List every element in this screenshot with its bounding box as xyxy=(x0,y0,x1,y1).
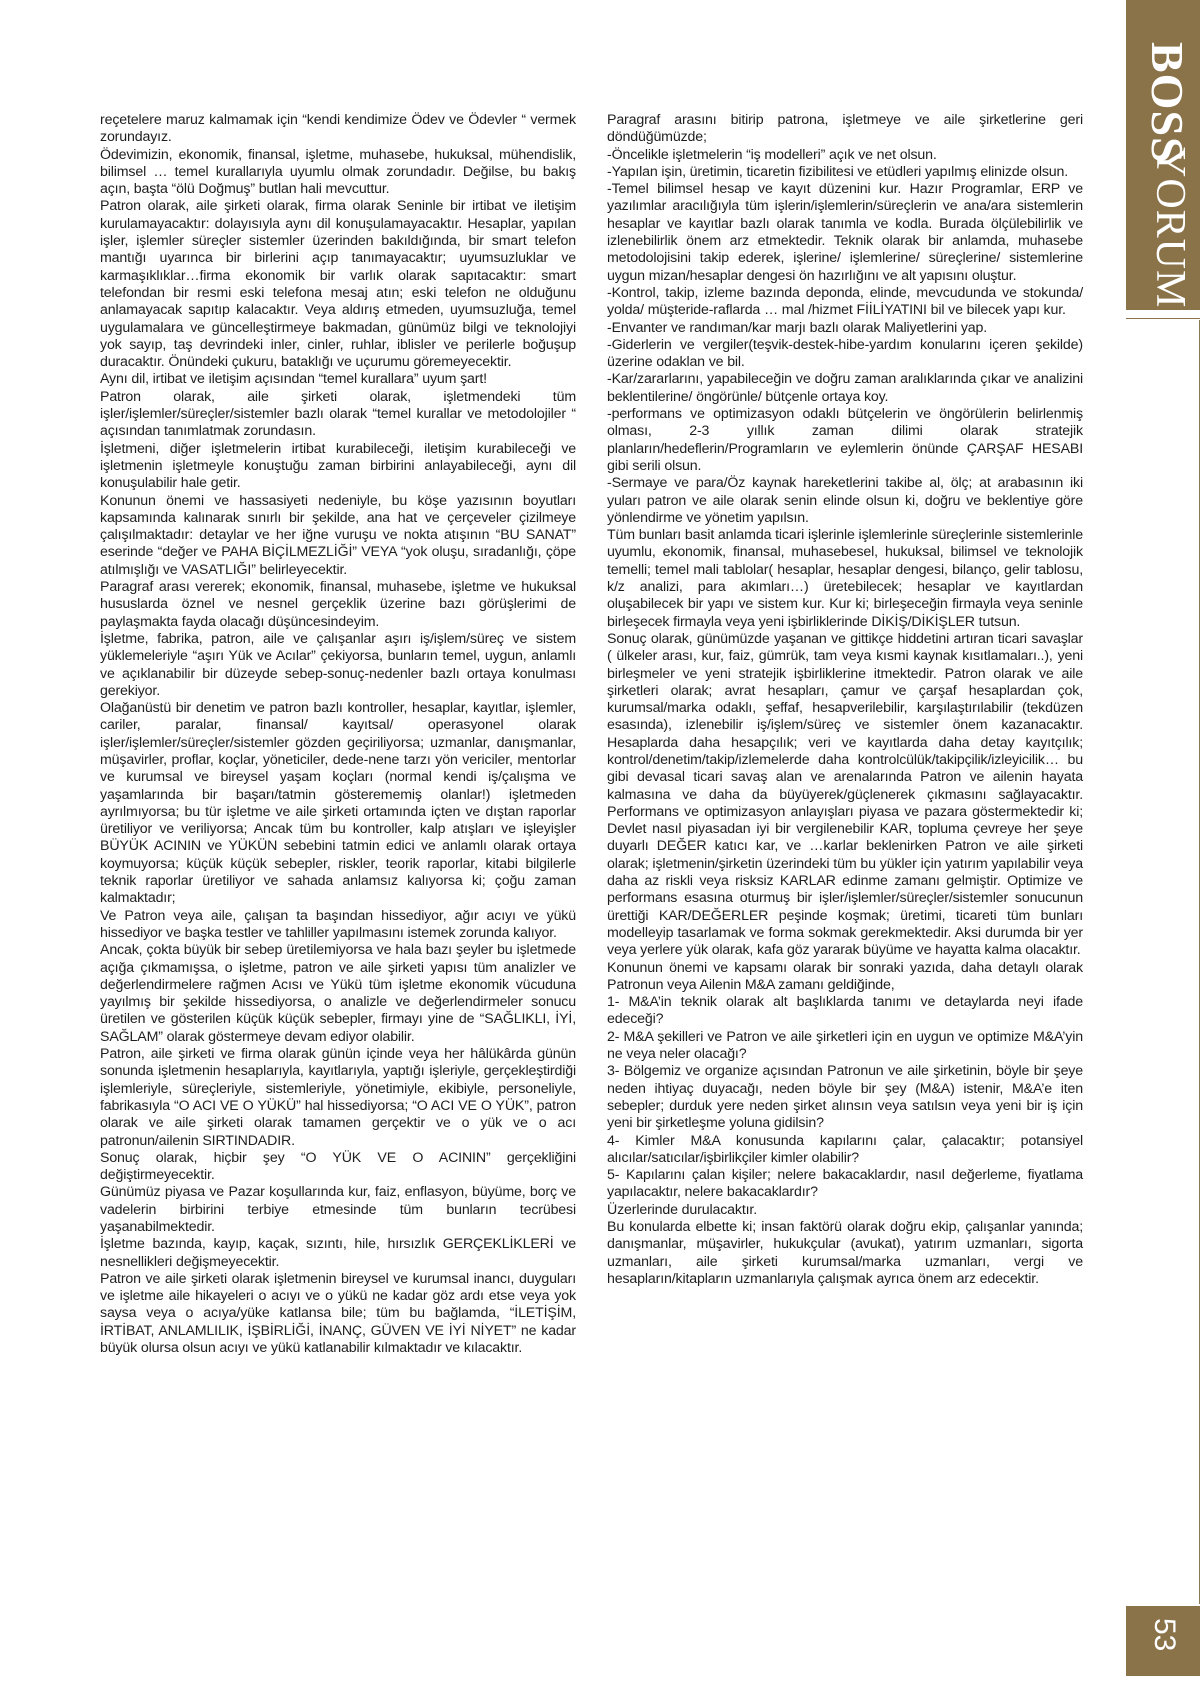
paragraph: -performans ve optimizasyon odaklı bütçelerin ve öngörülerin belirlenmiş olması, 2-3 yıllık zaman dilimi olarak stratejik planların/hedeflerin/Programların ve eylemlerin önünde ÇARŞAF HESABI gibi serili olsun. xyxy=(607,406,1083,474)
page-number-box xyxy=(1126,1606,1200,1676)
paragraph: Ancak, çokta büyük bir sebep üretilemiyorsa ve hala bazı şeyler bu işletmede açığa çıkmamışsa, o işletme, patron ve aile şirketi yapısı tüm analizler ve değerlendirmelere rağmen Acısı ve Yükü tüm işletme ekonomik vücuduna yayılmış bir şekilde hissediyorsa, o analizle ve değerlendirmeler sonucu üretilen ve gösterilen küçük küçük sebepler, firmayı yine de “SAĞLIKLI, İYİ, SAĞLAM” olarak göstermeye devam ediyor olabilir. xyxy=(100,942,576,1045)
paragraph: -Kontrol, takip, izleme bazında deponda, elinde, mevcudunda ve stokunda/ yolda/ müşteride-raflarda … mal /hizmet FİİLİYATINI bil ve bilecek yapı kur. xyxy=(607,284,1083,319)
brand-text-area xyxy=(1126,0,1200,310)
paragraph: Ödevimizin, ekonomik, finansal, işletme, muhasebe, hukuksal, mühendislik, bilimsel … temel kurallarıyla uyumlu olmak zorundadır. Değilse, bu bakış açın, başta “ölü Doğmuş” butlan hali mevcuttur. xyxy=(100,146,576,198)
paragraph: 3- Bölgemiz ve organize açısından Patronun ve aile şirketinin, böyle bir şeye neden ihtiyaç duyacağı, neden böyle bir şey (M&A) istenir, M&A’e iten sebepler; durduk yere neden şirket alınsın veya satılsın veya yeni bir iş için yeni bir şirketleşme yoluna gidilsin? xyxy=(607,1063,1083,1132)
paragraph: Paragraf arası vererek; ekonomik, finansal, muhasebe, işletme ve hukuksal hususlarda öznel ve nesnel gerçeklik üzerine bazı görüşlerimi de paylaşmakta fayda olacağı düşüncesindeyim. xyxy=(100,579,576,630)
magazine-logo: BOSS xyxy=(1142,42,1193,164)
paragraph: 4- Kimler M&A konusunda kapılarını çalar, çalacaktır; potansiyel alıcılar/satıcılar/işbirlikçiler kimler olabilir? xyxy=(607,1132,1083,1166)
paragraph: İşletme, fabrika, patron, aile ve çalışanlar aşırı iş/işlem/süreç ve sistem yüklemeleriyle “aşırı Yük ve Acılar” çekiyorsa, bunların temel, uygun, anlamlı ve açıklanabilir bir düzeyde sebep-sonuç-nedenler bazlı ortaya konulması gerekiyor. xyxy=(100,630,576,699)
paragraph: -Giderlerin ve vergiler(teşvik-destek-hibe-yardım konularını içeren şekilde) üzerine odaklan ve bil. xyxy=(607,336,1083,371)
paragraph: Paragraf arasını bitirip patrona, işletmeye ve aile şirketlerine geri döndüğümüzde; xyxy=(607,112,1083,146)
paragraph: Bu konularda elbette ki; insan faktörü olarak doğru ekip, çalışanlar yanında; danışmanlar, müşavirler, hukukçular (avukat), yatırım uzmanları, sigorta uzmanları, aile şirketi kurumsal/marka uzmanları, vergi ve hesapların/kitapların uzmanlarıyla çalışmak ayrıca önem arz edecektir. xyxy=(607,1219,1083,1287)
paragraph: reçetelere maruz kalmamak için “kendi kendimize Ödev ve Ödevler “ vermek zorundayız. xyxy=(100,112,576,146)
paragraph: Ve Patron veya aile, çalışan ta başından hissediyor, ağır acıyı ve yükü hissediyor ve başka testler ve tahliller yapılmasını istemek zorunda kalıyor. xyxy=(100,907,576,941)
paragraph: 2- M&A şekilleri ve Patron ve aile şirketleri için en uygun ve optimize M&A’yin ne veya neler olacağı? xyxy=(607,1028,1083,1063)
right-text-column xyxy=(607,112,1083,1288)
paragraph: Olağanüstü bir denetim ve patron bazlı kontroller, hesaplar, kayıtlar, işlemler, cariler, paralar, finansal/ kayıtsal/ operasyonel olarak işler/işlemler/süreçler/sistemler gözden geçiriliyorsa; uzmanlar, danışmanlar, müşavirler, proflar, koçlar, yöneticiler, dede-nene tarzı yön vericiler, mentorlar ve kurumsal ve bireysel yaşam koçları (normal kendi iş/çalışma ve yaşamlarında bir başarı/tatmin gösterememiş olanlar!) işletmeden ayrılmıyorsa; bu tür işletme ve aile şirketi ortamında içten ve dıştan raporlar üretiliyor ve veriliyorsa; Ancak tüm bu kontroller, kalp atışları ve işleyişler BÜYÜK ACININ ve YÜKÜN sebebini tatmin edici ve anlamlı olarak ortaya koymuyorsa; küçük küçük sebepler, riskler, teorik raporlar, kitabi bilgilerle teknik raporlar üretiliyor ve sahada anlamsız kalıyorsa ki; çoğu zaman kalmaktadır; xyxy=(100,700,576,907)
paragraph: Patron olarak, aile şirketi olarak, işletmendeki tüm işler/işlemler/süreçler/sistemler bazlı olarak “temel kurallar ve metodolojiler “ açısından tanımlatmak zorundasın. xyxy=(100,388,576,440)
paragraph: Konunun önemi ve hassasiyeti nedeniyle, bu köşe yazısının boyutları kapsamında kalınarak sınırlı bir şekilde, ana hat ve çerçeveler çizilmeye çalışılmaktadır: detaylar ve her iğne vuruşu ve nokta atışının “BU SANAT” eserinde “değer ve PAHA BİÇİLMEZLİĞİ” VEYA “yok oluşu, sıradanlığı, çöpe atılmışlığı ve VASATLIĞI” belirleyecektir. xyxy=(100,492,576,578)
paragraph: 1- M&A’in teknik olarak alt başlıklarda tanımı ve detaylarda neyi ifade edeceği? xyxy=(607,994,1083,1028)
paragraph: İşletmeni, diğer işletmelerin irtibat kurabileceği, iletişim kurabileceği ve işletmenin işletmeyle konuştuğu zaman birbirini anlayabileceği, aynı dil konuşulabilir hale getir. xyxy=(100,440,576,492)
paragraph: Konunun önemi ve kapsamı olarak bir sonraki yazıda, daha detaylı olarak Patronun veya Ailenin M&A zamanı geldiğinde, xyxy=(607,959,1083,993)
paragraph: -Kar/zararlarını, yapabileceğin ve doğru zaman aralıklarında çıkar ve analizini beklentilerine/ öngörünle/ bütçenle ortaya koy. xyxy=(607,371,1083,405)
section-side-tab xyxy=(1122,0,1200,1689)
left-text-column xyxy=(100,112,576,1357)
section-title: YORUM xyxy=(1147,147,1193,309)
paragraph: -Temel bilimsel hesap ve kayıt düzenini kur. Hazır Programlar, ERP ve yazılımlar aracılığıyla tüm işlerin/işlemlerin/süreçlerin ve ana/ara sistemlerin hesaplar ve kayıtlar bazlı olarak tanımla ve kodla. Burada ölçülebilirlik ve izlenebilirlik önem arz etmektedir. Teknik olarak bir anlamda, muhasebe metodolojisini takip ederek, işlerine/ işlemlerine/ süreçlerine/ sistemlerine uygun mizan/hesaplar dengesi ön hazırlığını ve alt yapısını oluştur. xyxy=(607,181,1083,284)
paragraph: -Yapılan işin, üretimin, ticaretin fizibilitesi ve etüdleri yapılmış elinizde olsun. xyxy=(607,163,1069,180)
paragraph: Sonuç olarak, günümüzde yaşanan ve gittikçe hiddetini artıran ticari savaşlar ( ülkeler arası, kur, faiz, gümrük, tam veya kısmi kaynak kısıtlamaları..), yeni birleşmeler ve yeni stratejik işbirliklerine itmektedir. Patron olarak ve aile şirketleri olarak; avrat hesapları, çamur ve çarşaf hesaplardan çok, kurumsal/marka odaklı, şeffaf, hesapverilebilir, karşılaştırılabilir (tekdüzen esasında), izlenebilir iş/işlem/süreç ve sistemler önem kazanacaktır. Hesaplarda daha hesapçılık; veri ve kayıtlarda daha detay kayıtçılık; kontrol/denetim/takip/izlemelerde daha kontrolcülük/takipçilik/izleyicilik… bu gibi devasal ticari savaş alan ve arenalarında Patron ve ailenin hayata kalmasına ve daha da büyüyerek/güçlenerek çıkmasını sağlayacaktır. Performans ve optimizasyon anlayışları piyasa ve pazara göstermektedir ki; Devlet nasıl piyasadan iyi bir vergilenebilir KAR, topluma çevreye her şeye duyarlı DEĞER katıcı kar, ve …karlar beklenirken Patron ve aile şirketi olarak; işletmenin/şirketin üzerindeki tüm bu yükler için yatırım yapılabilir veya daha az riskli veya risksiz KARLAR edinme zamanı gelmiştir. Optimize ve performans esasına oturmuş bir işler/işlemler/süreçler/sistemler sonucunun ürettiği KAR/DEĞERLER peşinde koşmak; üretimi, ticareti tüm bunları modelleyip tasarlamak ve forma sokmak gerekmektedir. Aksi durumda bir yer veya yerlere yük olarak, kafa göz yararak büyüme ve hayatta kalma olacaktır. xyxy=(607,630,1083,959)
paragraph: -Envanter ve randıman/kar marjı bazlı olarak Maliyetlerini yap. xyxy=(607,319,988,336)
paragraph: Patron ve aile şirketi olarak işletmenin bireysel ve kurumsal inancı, duyguları ve işletme aile hikayeleri o acıyı ve o yükü ne kadar göz ardı etse veya yok saysa veya o acıya/yüke katlansa bile; tüm bu bağlamda, “İLETİŞİM, İRTİBAT, ANLAMLILIK, İŞBİRLİĞİ, İNANÇ, GÜVEN VE İYİ NİYET” ne kadar büyük olursa olsun acıyı ve yükü katlanabilir kılmaktadır ve kılacaktır. xyxy=(100,1270,576,1357)
paragraph: Aynı dil, irtibat ve iletişim açısından “temel kurallara” uyum şart! xyxy=(100,371,487,388)
paragraph: Tüm bunları basit anlamda ticari işlerinle işlemlerinle süreçlerinle sistemlerinle uyumlu, ekonomik, finansal, muhasebesel, hukuksal, bilimsel ve teknolojik temelli; temel mali tablolar( hesaplar, hesaplar dengesi, bilanço, gelir tablosu, k/z analizi, para akımları…) üretebilecek; hesaplar ve kayıtlardan oluşabilecek bir yapı ve sistem kur. Kur ki; birleşeceğin firmayla veya seninle birleşecek firmayla veya yeni işbirliklerinde DİKİŞ/DİKİŞLER tutsun. xyxy=(607,527,1083,630)
paragraph: Sonuç olarak, hiçbir şey “O YÜK VE O ACININ” gerçekliğini değiştirmeyecektir. xyxy=(100,1149,576,1184)
paragraph: Patron, aile şirketi ve firma olarak günün içinde veya her hâlükârda günün sonunda işletmenin hesaplarıyla, kayıtlarıyla, yaptığı işleriyle, gerçekleştirdiği işlemleriyle, süreçleriyle, sistemleriyle, yönetimiyle, ekibiyle, personeliyle, fabrikasıyla “O ACI VE O YÜKÜ” hal hissediyorsa; “O ACI VE O YÜK”, patron olarak ve aile şirketi olarak tamamen gerçektir ve o yük ve o acı patronun/ailenin SIRTINDADIR. xyxy=(100,1046,576,1149)
paragraph: Patron olarak, aile şirketi olarak, firma olarak Seninle bir irtibat ve iletişim kurulamayacaktır: dolayısıyla aynı dil konuşulamayacaktır. Hesaplar, yapılan işler, işlemler süreçler sistemler üzerinden bakıldığında, bir smart telefon mantığı uyarınca bir birlerini açıp tanımayacaktır; uyumsuzluklar ve karmaşıklıklar…firma ekonomik bir varlık olarak sapıtacaktır: smart telefondan bir resmi eski telefona mesaj atın; eski telefon ne olduğunu anlamayacak sapıtıp kalacaktır. Veya aldırış etmeden, uyumsuzluğa, temel uygulamalara ve güncelleştirmeye bakmadan, günümüz bilgi ve teknolojiyi yok sayıp, taş devrindeki inler, cinler, ruhlar, iblisler ve perilerle boğuşup duracaktır. Önündeki çukuru, bataklığı ve uçurumu göremeyecektir. xyxy=(100,198,576,371)
paragraph: Günümüz piyasa ve Pazar koşullarında kur, faiz, enflasyon, büyüme, borç ve vadelerin birbirini terbiye etmesinde tüm bunların tecrübesi yaşanabilmektedir. xyxy=(100,1184,576,1235)
paragraph: 5- Kapılarını çalan kişiler; nelere bakacaklardır, nasıl değerleme, fiyatlama yapılacaktır, nelere bakacaklardır? xyxy=(607,1167,1083,1201)
page-number: 53 xyxy=(1148,1618,1181,1652)
paragraph: -Sermaye ve para/Öz kaynak hareketlerini takibe al, ölç; at arabasının iki yuları patron ve aile olarak senin elinde olsun ki, doğru ve beklentiye göre yönlendirme ve yönetim yapılsın. xyxy=(607,475,1083,526)
paragraph: Üzerlerinde durulacaktır. xyxy=(607,1201,758,1218)
paragraph: İşletme bazında, kayıp, kaçak, sızıntı, hile, hırsızlık GERÇEKLİKLERİ ve nesnellikleri değişmeyecektir. xyxy=(100,1236,576,1270)
paragraph: -Öncelikle işletmelerin “iş modelleri” açık ve net olsun. xyxy=(607,146,937,163)
divider xyxy=(1126,318,1200,319)
